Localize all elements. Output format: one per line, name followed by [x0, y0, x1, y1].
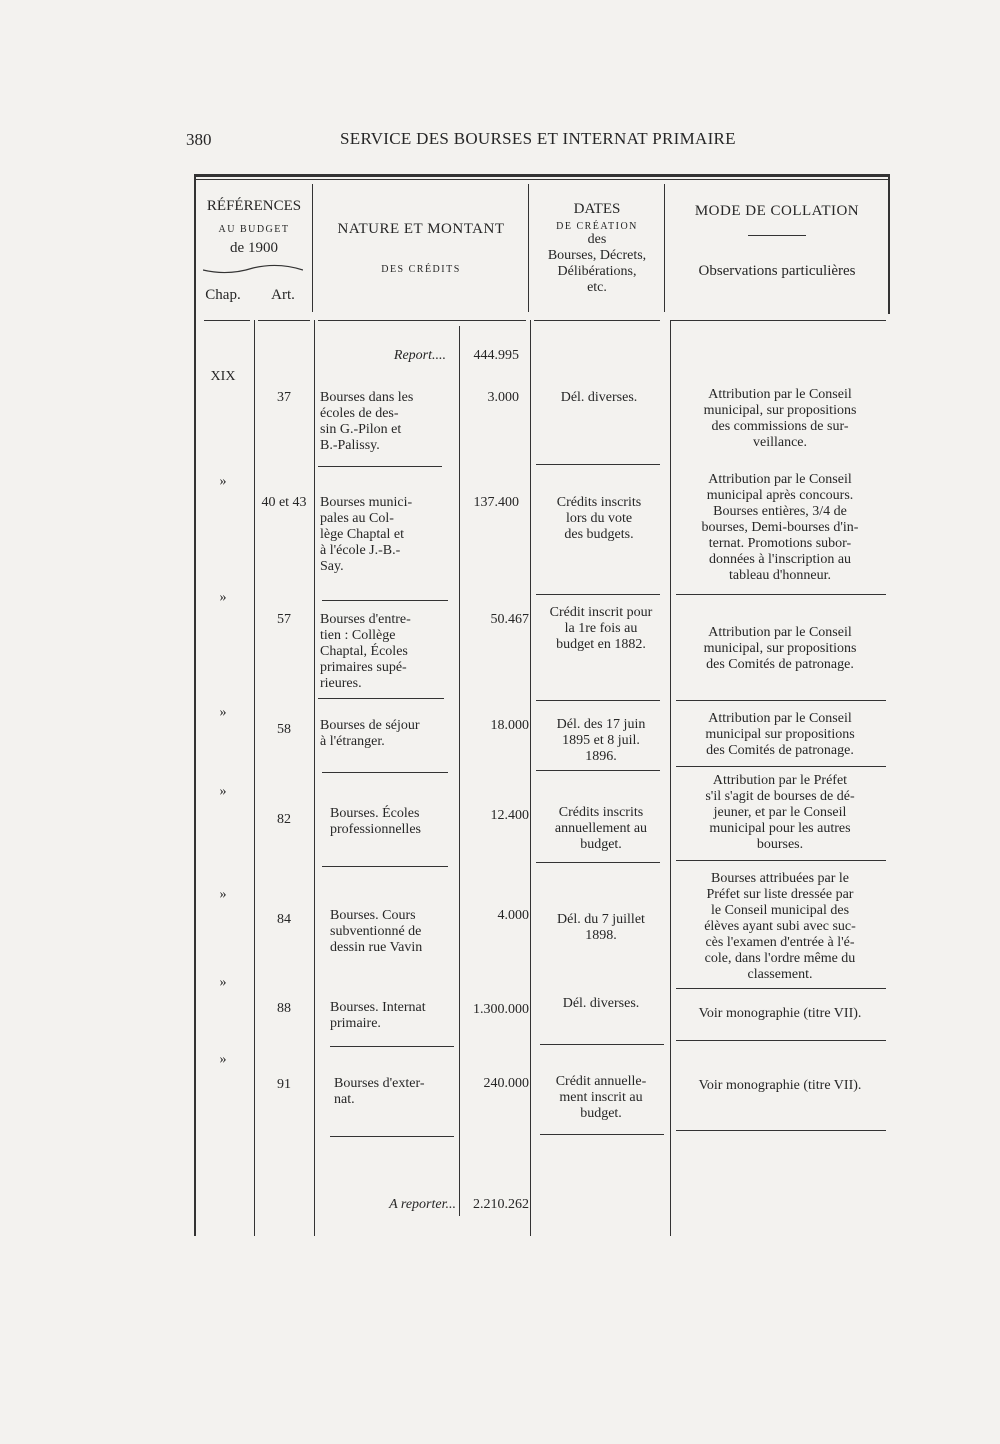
row-2-art: 40 et 43 — [261, 495, 307, 510]
row-6-nature: Bourses. Cours subventionné de dessin rue Vavin — [330, 908, 423, 955]
row-4-rule-date — [536, 770, 660, 771]
row-4-mode: Attribution par le Conseil municipal sur propositions des Comités de patronage. — [705, 711, 855, 758]
header-observations: Observations particulières — [698, 263, 856, 279]
row-2-nature: Bourses munici- pales au Col- lège Chaptal et à l'école J.-B.- Say. — [320, 495, 413, 574]
report-label: Report.... — [393, 348, 446, 363]
header-mode-divider — [748, 235, 806, 236]
row-1-rule-nature — [318, 466, 442, 467]
running-head: SERVICE DES BOURSES ET INTERNAT PRIMAIRE — [340, 129, 736, 148]
report-amount: 444.995 — [473, 348, 519, 363]
row-8-chap: » — [219, 1052, 227, 1067]
row-8-nature: Bourses d'exter- nat. — [334, 1076, 425, 1107]
row-1-nature: Bourses dans les écoles de des- sin G.-Pilon et B.-Palissy. — [320, 390, 414, 453]
row-6-date: Dél. du 7 juillet 1898. — [557, 912, 645, 943]
row-5-chap: » — [219, 784, 227, 799]
row-3-mode: Attribution par le Conseil municipal, sur propositions des Comités de patronage. — [703, 625, 857, 672]
row-5-rule-mode — [676, 860, 886, 861]
table-top-rule-thin — [194, 179, 890, 180]
row-4-date: Dél. des 17 juin 1895 et 8 juil. 1896. — [556, 717, 646, 764]
row-6-amount: 4.000 — [497, 908, 529, 923]
row-6-rule-mode — [676, 988, 886, 989]
row-8-date: Crédit annuelle- ment inscrit au budget. — [555, 1074, 647, 1121]
col-sep-nature-amount — [459, 326, 460, 1216]
row-7-chap: » — [219, 975, 227, 990]
row-3-date: Crédit inscrit pour la 1re fois au budget en 1882. — [549, 605, 653, 652]
row-3-amount: 50.467 — [490, 612, 529, 627]
row-7-nature: Bourses. Internat primaire. — [330, 1000, 426, 1031]
row-5-nature: Bourses. Écoles professionnelles — [330, 806, 421, 837]
row-3-rule-nature — [318, 698, 444, 699]
row-5-date: Crédits inscrits annuellement au budget. — [554, 805, 648, 852]
row-2-chap: » — [219, 474, 227, 489]
row-3-art: 57 — [277, 612, 291, 627]
row-7-rule-nature — [330, 1046, 454, 1047]
table-top-rule — [194, 174, 890, 177]
row-8-art: 91 — [277, 1077, 291, 1092]
carry-amount: 2.210.262 — [473, 1197, 529, 1212]
row-3-rule-mode — [676, 700, 886, 701]
header-art: Art. — [271, 287, 295, 303]
row-4-chap: » — [219, 705, 227, 720]
row-4-rule-mode — [676, 766, 886, 767]
hdr-rule-dates — [534, 320, 660, 321]
row-2-rule-nature — [322, 600, 448, 601]
row-8-mode: Voir monographie (titre VII). — [698, 1078, 862, 1093]
row-4-art: 58 — [277, 722, 291, 737]
row-6-chap: » — [219, 887, 227, 902]
header-nature-montant: NATURE ET MONTANT — [337, 221, 505, 237]
col-sep-amount-dates — [530, 320, 531, 1236]
header-des-credits: DES CRÉDITS — [381, 264, 461, 275]
row-7-date: Dél. diverses. — [562, 996, 640, 1011]
row-5-rule-nature — [322, 866, 448, 867]
hdr-rule-mode — [670, 320, 886, 321]
hdr-rule-chap — [204, 320, 250, 321]
row-7-amount: 1.300.000 — [473, 1002, 529, 1017]
col-sep-chap-art — [254, 320, 255, 1236]
header-chap: Chap. — [205, 287, 241, 303]
hdr-sep-3 — [664, 184, 665, 312]
row-3-chap: » — [219, 590, 227, 605]
row-5-rule-date — [536, 862, 660, 863]
header-year: de 1900 — [230, 240, 278, 256]
row-1-chap: XIX — [210, 369, 236, 384]
row-3-nature: Bourses d'entre- tien : Collège Chaptal, Écoles primaires supé- rieures. — [320, 612, 411, 691]
hdr-rule-nature — [318, 320, 526, 321]
row-8-amount: 240.000 — [483, 1076, 529, 1091]
col-sep-dates-mode — [670, 320, 671, 1236]
row-2-rule-mode — [676, 594, 886, 595]
row-3-rule-date — [536, 700, 660, 701]
header-au-budget: AU BUDGET — [218, 224, 290, 235]
row-7-rule-mode — [676, 1040, 886, 1041]
row-2-rule-date — [536, 594, 660, 595]
col-sep-art-nature — [314, 320, 315, 1236]
row-7-art: 88 — [277, 1001, 291, 1016]
row-7-mode: Voir monographie (titre VII). — [698, 1006, 862, 1021]
row-1-mode: Attribution par le Conseil municipal, sur propositions des commissions de sur- veillance. — [703, 387, 857, 450]
hdr-rule-art — [258, 320, 310, 321]
row-8-rule-date — [540, 1134, 664, 1135]
row-1-amount: 3.000 — [487, 390, 519, 405]
header-dates-detail: des Bourses, Décrets, Délibérations, etc. — [547, 232, 647, 295]
row-4-amount: 18.000 — [490, 718, 529, 733]
hdr-sep-1 — [312, 184, 313, 312]
row-6-mode: Bourses attribuées par le Préfet sur liste dressée par le Conseil municipal des élèves ayant subi avec suc- cès l'examen d'entrée à l'é- cole, dans l'ordre même du classement. — [704, 871, 856, 982]
header-de-creation: DE CRÉATION — [556, 221, 638, 232]
row-5-art: 82 — [277, 812, 291, 827]
table-left-rule — [194, 174, 196, 1236]
row-5-mode: Attribution par le Préfet s'il s'agit de bourses de dé- jeuner, et par le Conseil municipal pour les autres bourses. — [705, 773, 855, 852]
row-6-art: 84 — [277, 912, 291, 927]
row-1-art: 37 — [277, 390, 291, 405]
row-2-mode: Attribution par le Conseil municipal après concours. Bourses entières, 3/4 de bourses, Demi-bourses d'in- ternat. Promotions subor- données à l'inscription au tableau d'honneur. — [701, 472, 859, 583]
carry-label: A reporter... — [389, 1197, 456, 1212]
header-dates: DATES — [573, 201, 621, 217]
row-5-amount: 12.400 — [490, 808, 529, 823]
hdr-sep-2 — [528, 184, 529, 312]
page-number: 380 — [186, 130, 212, 149]
header-mode-collation: MODE DE COLLATION — [694, 203, 860, 219]
row-8-rule-mode — [676, 1130, 886, 1131]
row-2-amount: 137.400 — [473, 495, 519, 510]
header-references: RÉFÉRENCES — [206, 198, 302, 214]
row-4-nature: Bourses de séjour à l'étranger. — [320, 718, 420, 749]
row-1-rule-date — [536, 464, 660, 465]
row-1-date: Dél. diverses. — [560, 390, 638, 405]
table-right-rule — [888, 174, 890, 314]
row-8-rule-nature — [330, 1136, 454, 1137]
row-2-date: Crédits inscrits lors du vote des budgets. — [556, 495, 642, 542]
row-4-rule-nature — [322, 772, 448, 773]
row-7-rule-date — [540, 1044, 664, 1045]
header-swash-ornament — [203, 262, 303, 276]
